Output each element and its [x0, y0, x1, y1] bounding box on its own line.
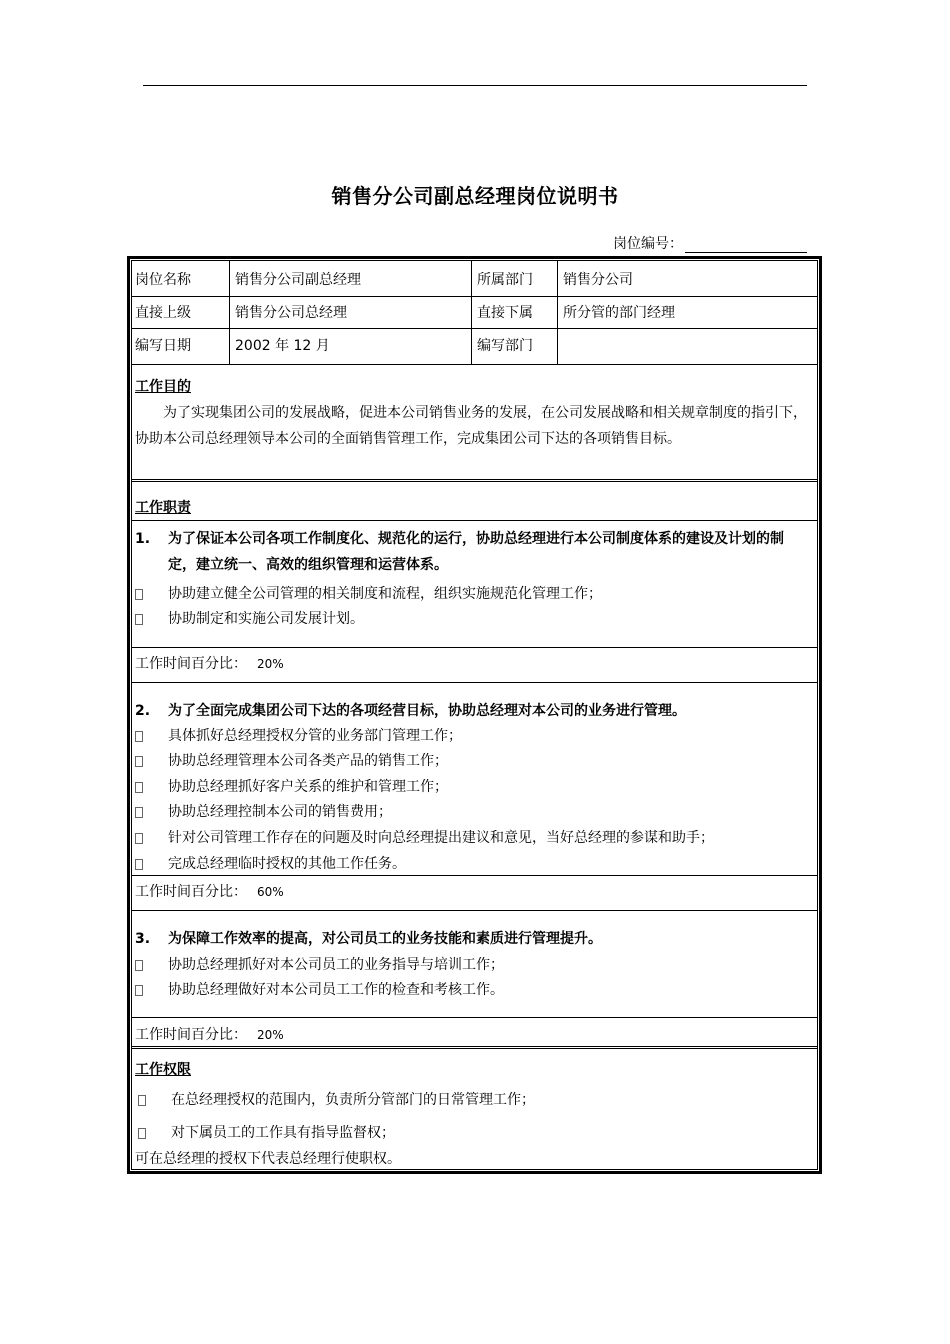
authority-last-line: 可在总经理的授权下代表总经理行使职权。	[135, 1151, 401, 1167]
list-item: 协助总经理抓好对本公司员工的业务指导与培训工作；	[135, 955, 504, 975]
job-code-label: 岗位编号：	[613, 236, 683, 252]
date-value: 2002 年 12 月	[235, 338, 330, 354]
date-label: 编写日期	[135, 338, 191, 354]
position-name-label: 岗位名称	[135, 272, 191, 288]
bullet-icon	[138, 1095, 146, 1106]
department-label: 所属部门	[477, 272, 533, 288]
bullet-icon	[135, 985, 143, 996]
row-divider	[131, 647, 818, 648]
list-item: 完成总经理临时授权的其他工作任务。	[135, 854, 406, 874]
bullet-icon	[138, 1128, 146, 1139]
bullet-icon	[135, 614, 143, 625]
list-item: 具体抓好总经理授权分管的业务部门管理工作；	[135, 726, 462, 746]
duty-heading	[135, 926, 810, 952]
time-percentage: 工作时间百分比： 20%	[135, 656, 284, 672]
row-divider	[131, 296, 818, 297]
row-divider	[131, 682, 818, 683]
authority-title: 工作权限	[135, 1062, 191, 1078]
duty-heading-text: 为了保证本公司各项工作制度化、规范化的运行，协助总经理进行本公司制度体系的建设及计划的制定，建立统一、高效的组织管理和运营体系。	[168, 531, 784, 573]
list-item: 协助总经理控制本公司的销售费用；	[135, 802, 392, 822]
section-divider	[131, 479, 818, 482]
author-dept-label: 编写部门	[477, 338, 533, 354]
list-item: 在总经理授权的范围内，负责所分管部门的日常管理工作；	[138, 1090, 535, 1110]
bullet-icon	[135, 782, 143, 793]
duties-title: 工作职责	[135, 500, 191, 516]
bullet-icon	[135, 756, 143, 767]
bullet-icon	[135, 960, 143, 971]
row-divider	[131, 328, 818, 329]
department-value: 销售分公司	[563, 272, 633, 288]
duty-number: 2.	[135, 703, 151, 719]
list-item: 对下属员工的工作具有指导监督权；	[138, 1123, 395, 1143]
document-title: 销售分公司副总经理岗位说明书	[331, 184, 619, 208]
duty-heading	[135, 526, 810, 578]
duty-number: 1.	[135, 531, 151, 547]
col-divider	[229, 260, 230, 364]
list-item: 协助制定和实施公司发展计划。	[135, 609, 364, 629]
duty-heading	[135, 698, 810, 724]
row-divider	[131, 520, 818, 521]
position-name-value: 销售分公司副总经理	[235, 272, 361, 288]
bullet-icon	[135, 807, 143, 818]
list-item: 协助总经理抓好客户关系的维护和管理工作；	[135, 777, 448, 797]
bullet-icon	[135, 731, 143, 742]
job-code-blank	[685, 238, 807, 253]
purpose-title: 工作目的	[135, 379, 191, 395]
section-divider	[131, 1046, 818, 1049]
row-divider	[131, 875, 818, 876]
col-divider	[557, 260, 558, 364]
row-divider	[131, 910, 818, 911]
subordinate-label: 直接下属	[477, 305, 533, 321]
subordinate-value: 所分管的部门经理	[563, 305, 675, 321]
superior-label: 直接上级	[135, 305, 191, 321]
list-item: 协助总经理管理本公司各类产品的销售工作；	[135, 751, 448, 771]
bullet-icon	[135, 859, 143, 870]
duty-heading-text: 为保障工作效率的提高，对公司员工的业务技能和素质进行管理提升。	[168, 931, 602, 947]
superior-value: 销售分公司总经理	[235, 305, 347, 321]
duty-number: 3.	[135, 931, 151, 947]
row-divider	[131, 1017, 818, 1018]
header-rule	[143, 85, 807, 86]
purpose-text: 为了实现集团公司的发展战略，促进本公司销售业务的发展，在公司发展战略和相关规章制度的指引下，协助本公司总经理领导本公司的全面销售管理工作，完成集团公司下达的各项销售目标。	[135, 405, 807, 447]
bullet-icon	[135, 589, 143, 600]
time-percentage: 工作时间百分比： 20%	[135, 1027, 284, 1043]
list-item: 协助建立健全公司管理的相关制度和流程，组织实施规范化管理工作；	[135, 584, 602, 604]
row-divider	[131, 364, 818, 365]
job-code-field	[540, 233, 807, 253]
list-item: 针对公司管理工作存在的问题及时向总经理提出建议和意见，当好总经理的参谋和助手；	[135, 828, 714, 848]
col-divider	[471, 260, 472, 364]
list-item: 协助总经理做好对本公司员工工作的检查和考核工作。	[135, 980, 504, 1000]
time-percentage: 工作时间百分比： 60%	[135, 884, 284, 900]
duty-heading-text: 为了全面完成集团公司下达的各项经营目标，协助总经理对本公司的业务进行管理。	[168, 703, 686, 719]
bullet-icon	[135, 833, 143, 844]
